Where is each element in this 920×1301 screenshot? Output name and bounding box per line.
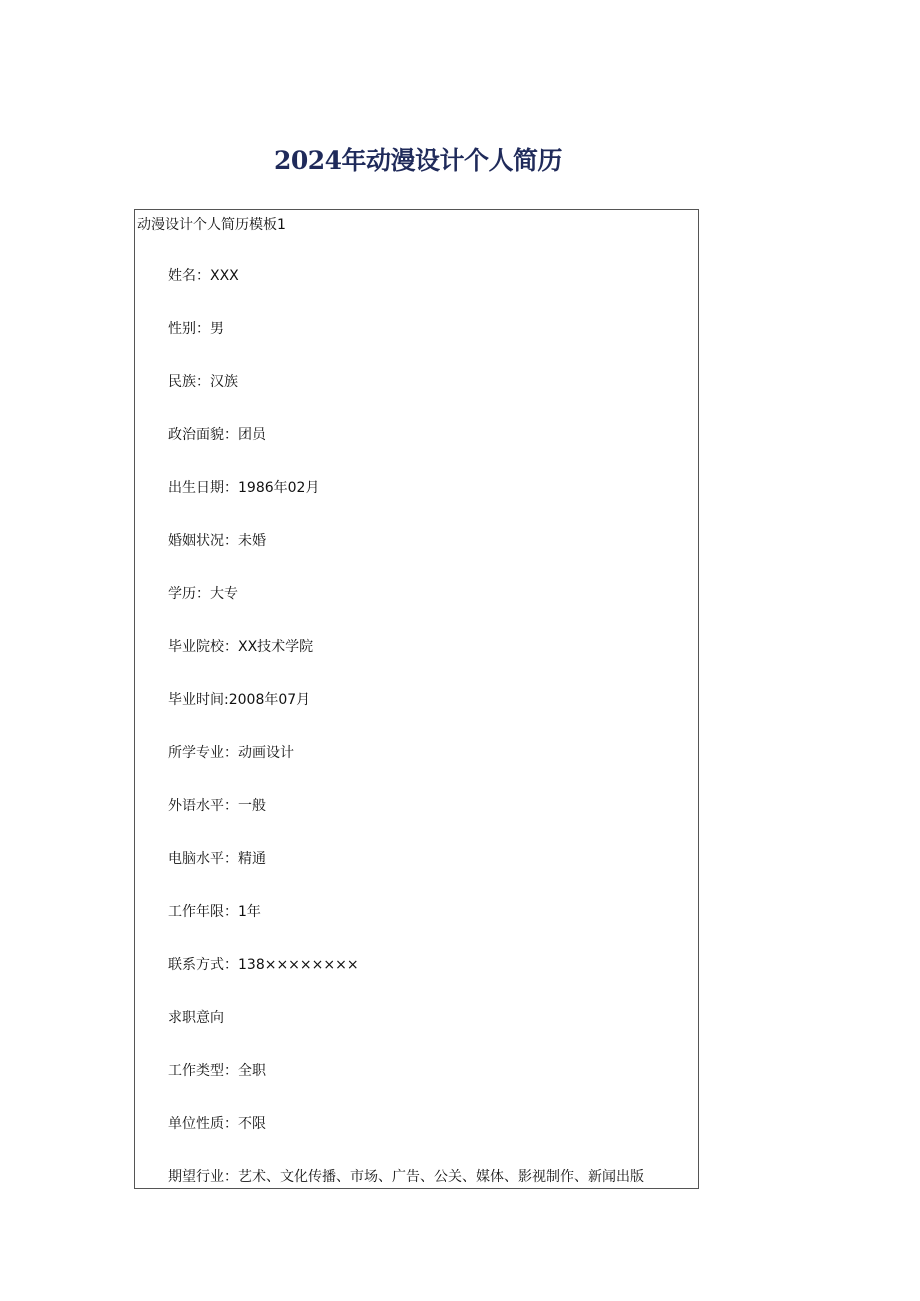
field-computer-skill: 电脑水平：精通 <box>168 851 266 867</box>
field-work-years: 工作年限：1年 <box>168 904 261 920</box>
field-ethnicity: 民族：汉族 <box>168 374 238 390</box>
field-birth-date: 出生日期：1986年02月 <box>168 480 320 496</box>
field-company-type: 单位性质：不限 <box>168 1116 266 1132</box>
field-political-status: 政治面貌：团员 <box>168 427 266 443</box>
resume-table <box>134 209 699 1189</box>
field-graduation-date: 毕业时间:2008年07月 <box>168 692 311 708</box>
resume-template-heading: 动漫设计个人简历模板1 <box>137 217 286 233</box>
field-foreign-language: 外语水平：一般 <box>168 798 266 814</box>
page-title: 2024年动漫设计个人简历 <box>273 145 563 175</box>
field-education: 学历：大专 <box>168 586 238 602</box>
field-name: 姓名：XXX <box>168 268 239 284</box>
field-marital-status: 婚姻状况：未婚 <box>168 533 266 549</box>
section-job-intention: 求职意向 <box>168 1010 224 1026</box>
field-contact: 联系方式：138×××××××× <box>168 957 359 973</box>
field-expected-industry: 期望行业：艺术、文化传播、市场、广告、公关、媒体、影视制作、新闻出版 <box>168 1169 644 1185</box>
resume-field-list <box>168 267 644 1189</box>
field-job-type: 工作类型：全职 <box>168 1063 266 1079</box>
field-gender: 性别：男 <box>168 321 224 337</box>
field-school: 毕业院校：XX技术学院 <box>168 639 314 655</box>
field-major: 所学专业：动画设计 <box>168 745 294 761</box>
